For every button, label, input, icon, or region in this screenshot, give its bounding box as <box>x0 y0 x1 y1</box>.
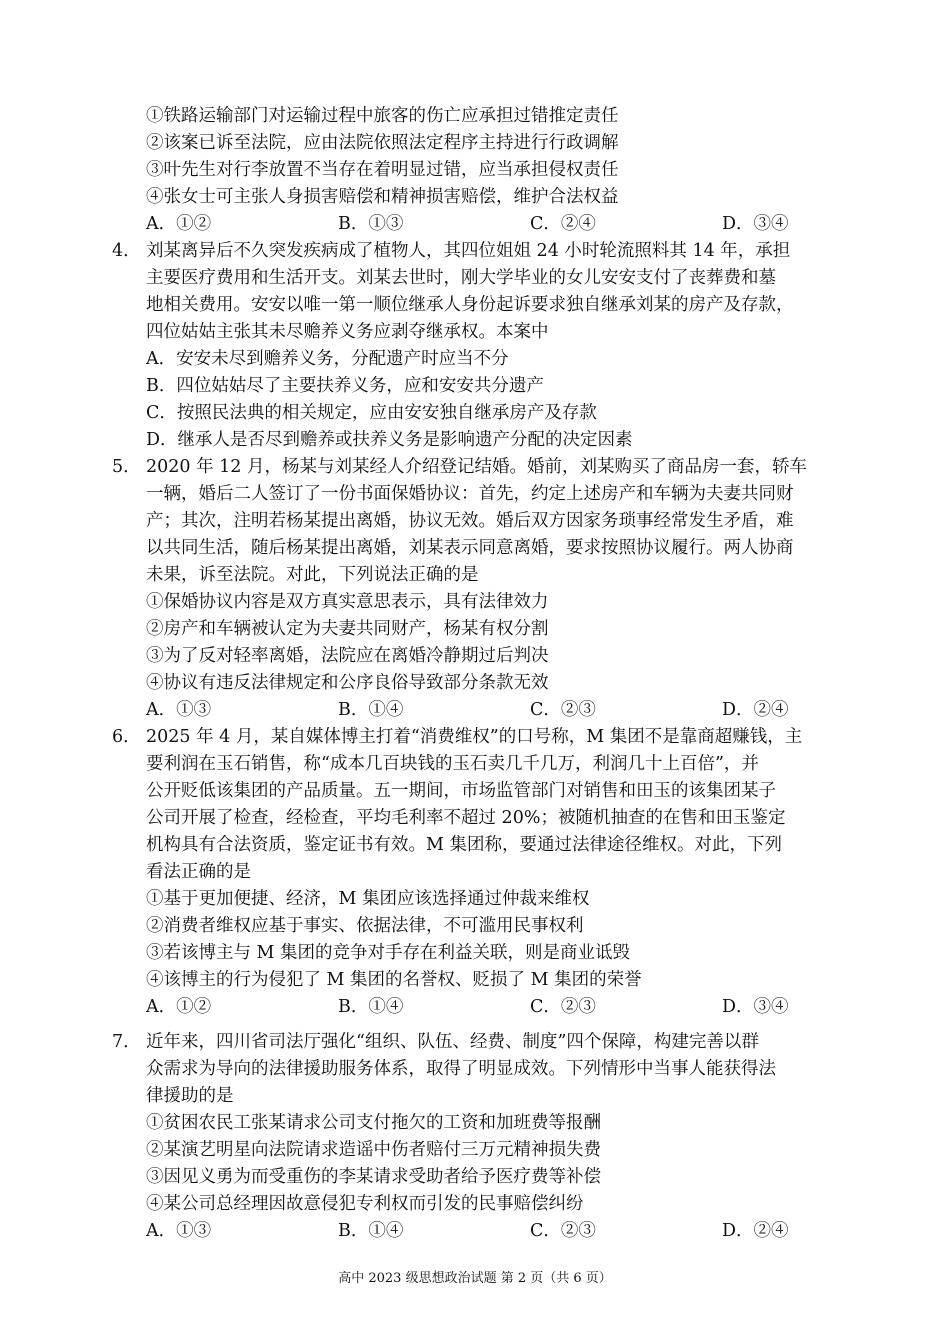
q5-statement-2: ②房产和车辆被认定为夫妻共同财产，杨某有权分割 <box>146 619 549 639</box>
q6-statement-3: ③若该博主与 M 集团的竞争对手存在利益关联，则是商业诋毁 <box>146 943 631 963</box>
q7-choice-d: D．②④ <box>722 1221 789 1241</box>
q3-statement-3: ③叶先生对行李放置不当存在着明显过错，应当承担侵权责任 <box>146 160 619 180</box>
q4-stem-line-2: 主要医疗费用和生活开支。刘某去世时，刚大学毕业的女儿安安支付了丧葬费和墓 <box>146 268 776 288</box>
q6-stem-line-1 <box>112 725 802 749</box>
q7-statement-4: ④某公司总经理因故意侵犯专利权而引发的民事赔偿纠纷 <box>146 1194 584 1214</box>
q6-choice-c: C．②③ <box>530 997 596 1017</box>
q7-choice-a: A．①③ <box>146 1221 212 1241</box>
q5-statement-1: ①保婚协议内容是双方真实意思表示，具有法律效力 <box>146 592 549 612</box>
q7-choice-b: B．①④ <box>338 1221 404 1241</box>
q7-statement-3: ③因见义勇为而受重伤的李某请求受助者给予医疗费等补偿 <box>146 1167 601 1187</box>
q4-stem-line-4: 四位姑姑主张其未尽赡养义务应剥夺继承权。本案中 <box>146 322 549 342</box>
q6-stem-line-2: 要利润在玉石销售，称“成本几百块钱的玉石卖几千几万，利润几十上百倍”，并 <box>146 754 759 774</box>
q5-stem-line-3: 产；其次，注明若杨某提出离婚，协议无效。婚后双方因家务琐事经常发生矛盾，难 <box>146 511 794 531</box>
q3-statement-2: ②该案已诉至法院，应由法院依照法定程序主持进行行政调解 <box>146 133 619 153</box>
q3-choice-a: A．①② <box>146 214 212 234</box>
q6-stem-text-1: 2025 年 4 月，某自媒体博主打着“消费维权”的口号称，M 集团不是靠商超赚钱，主 <box>146 727 803 747</box>
q3-statement-4: ④张女士可主张人身损害赔偿和精神损害赔偿，维护合法权益 <box>146 187 619 207</box>
q6-stem-line-5: 机构具有合法资质，鉴定证书有效。M 集团称，要通过法律途径维权。对此，下列 <box>146 835 782 855</box>
q3-statement-1: ①铁路运输部门对运输过程中旅客的伤亡应承担过错推定责任 <box>146 106 619 126</box>
q7-number: 7． <box>112 1032 141 1052</box>
q6-choice-a: A．①② <box>146 997 212 1017</box>
q7-choice-c: C．②③ <box>530 1221 596 1241</box>
q3-choices <box>146 212 826 236</box>
q7-statement-2: ②某演艺明星向法院请求造谣中伤者赔付三万元精神损失费 <box>146 1140 601 1160</box>
q5-choice-c: C．②③ <box>530 700 596 720</box>
q5-choice-a: A．①③ <box>146 700 212 720</box>
q6-statement-2: ②消费者维权应基于事实、依据法律，不可滥用民事权利 <box>146 916 584 936</box>
q7-choices <box>146 1219 826 1243</box>
q5-choices <box>146 698 826 722</box>
q4-stem-text-1: 刘某离异后不久突发疾病成了植物人，其四位姐姐 24 小时轮流照料其 14 年，承担 <box>146 241 791 261</box>
q5-stem-line-1 <box>112 455 807 479</box>
q4-stem-line-3: 地相关费用。安安以唯一第一顺位继承人身份起诉要求独自继承刘某的房产及存款， <box>146 295 794 315</box>
q6-statement-4: ④该博主的行为侵犯了 M 集团的名誉权、贬损了 M 集团的荣誉 <box>146 970 642 990</box>
q5-stem-line-2: 一辆，婚后二人签订了一份书面保婚协议：首先，约定上述房产和车辆为夫妻共同财 <box>146 484 794 504</box>
q6-choice-d: D．③④ <box>722 997 789 1017</box>
q4-number: 4． <box>112 241 141 261</box>
q6-stem-line-3: 公开贬低该集团的产品质量。五一期间，市场监管部门对销售和田玉的该集团某子 <box>146 781 776 801</box>
q4-option-a: A．安安未尽到赡养义务，分配遗产时应当不分 <box>146 349 509 369</box>
q5-statement-4: ④协议有违反法律规定和公序良俗导致部分条款无效 <box>146 673 549 693</box>
q6-stem-line-4: 公司开展了检查，经检查，平均毛利率不超过 20%；被随机抽查的在售和田玉鉴定 <box>146 808 786 828</box>
q4-stem-line-1 <box>112 239 790 263</box>
q5-stem-text-1: 2020 年 12 月，杨某与刘某经人介绍登记结婚。婚前，刘某购买了商品房一套，轿车 <box>146 457 807 477</box>
q7-stem-line-2: 众需求为导向的法律援助服务体系，取得了明显成效。下列情形中当事人能获得法 <box>146 1059 776 1079</box>
q4-option-c: C．按照民法典的相关规定，应由安安独自继承房产及存款 <box>146 403 597 423</box>
q5-statement-3: ③为了反对轻率离婚，法院应在离婚冷静期过后判决 <box>146 646 549 666</box>
q3-choice-d: D．③④ <box>722 214 789 234</box>
q7-stem-line-3: 律援助的是 <box>146 1086 234 1106</box>
q6-stem-line-6: 看法正确的是 <box>146 862 251 882</box>
q5-stem-line-4: 以共同生活，随后杨某提出离婚，刘某表示同意离婚，要求按照协议履行。两人协商 <box>146 538 794 558</box>
q5-stem-line-5: 未果，诉至法院。对此，下列说法正确的是 <box>146 565 479 585</box>
q4-option-d: D．继承人是否尽到赡养或扶养义务是影响遗产分配的决定因素 <box>146 430 633 450</box>
q6-number: 6． <box>112 727 141 747</box>
q6-choice-b: B．①④ <box>338 997 404 1017</box>
page-footer: 高中 2023 级思想政治试题 第 2 页（共 6 页） <box>338 1271 612 1286</box>
q5-choice-b: B．①④ <box>338 700 404 720</box>
q3-choice-c: C．②④ <box>530 214 596 234</box>
q5-number: 5． <box>112 457 141 477</box>
q5-choice-d: D．②④ <box>722 700 789 720</box>
q6-statement-1: ①基于更加便捷、经济，M 集团应该选择通过仲裁来维权 <box>146 889 590 909</box>
q7-statement-1: ①贫困农民工张某请求公司支付拖欠的工资和加班费等报酬 <box>146 1113 601 1133</box>
q7-stem-text-1: 近年来，四川省司法厅强化“组织、队伍、经费、制度”四个保障，构建完善以群 <box>146 1032 759 1052</box>
q4-option-b: B．四位姑姑尽了主要扶养义务，应和安安共分遗产 <box>146 376 544 396</box>
q7-stem-line-1 <box>112 1030 759 1054</box>
q3-choice-b: B．①③ <box>338 214 404 234</box>
q6-choices <box>146 995 826 1019</box>
